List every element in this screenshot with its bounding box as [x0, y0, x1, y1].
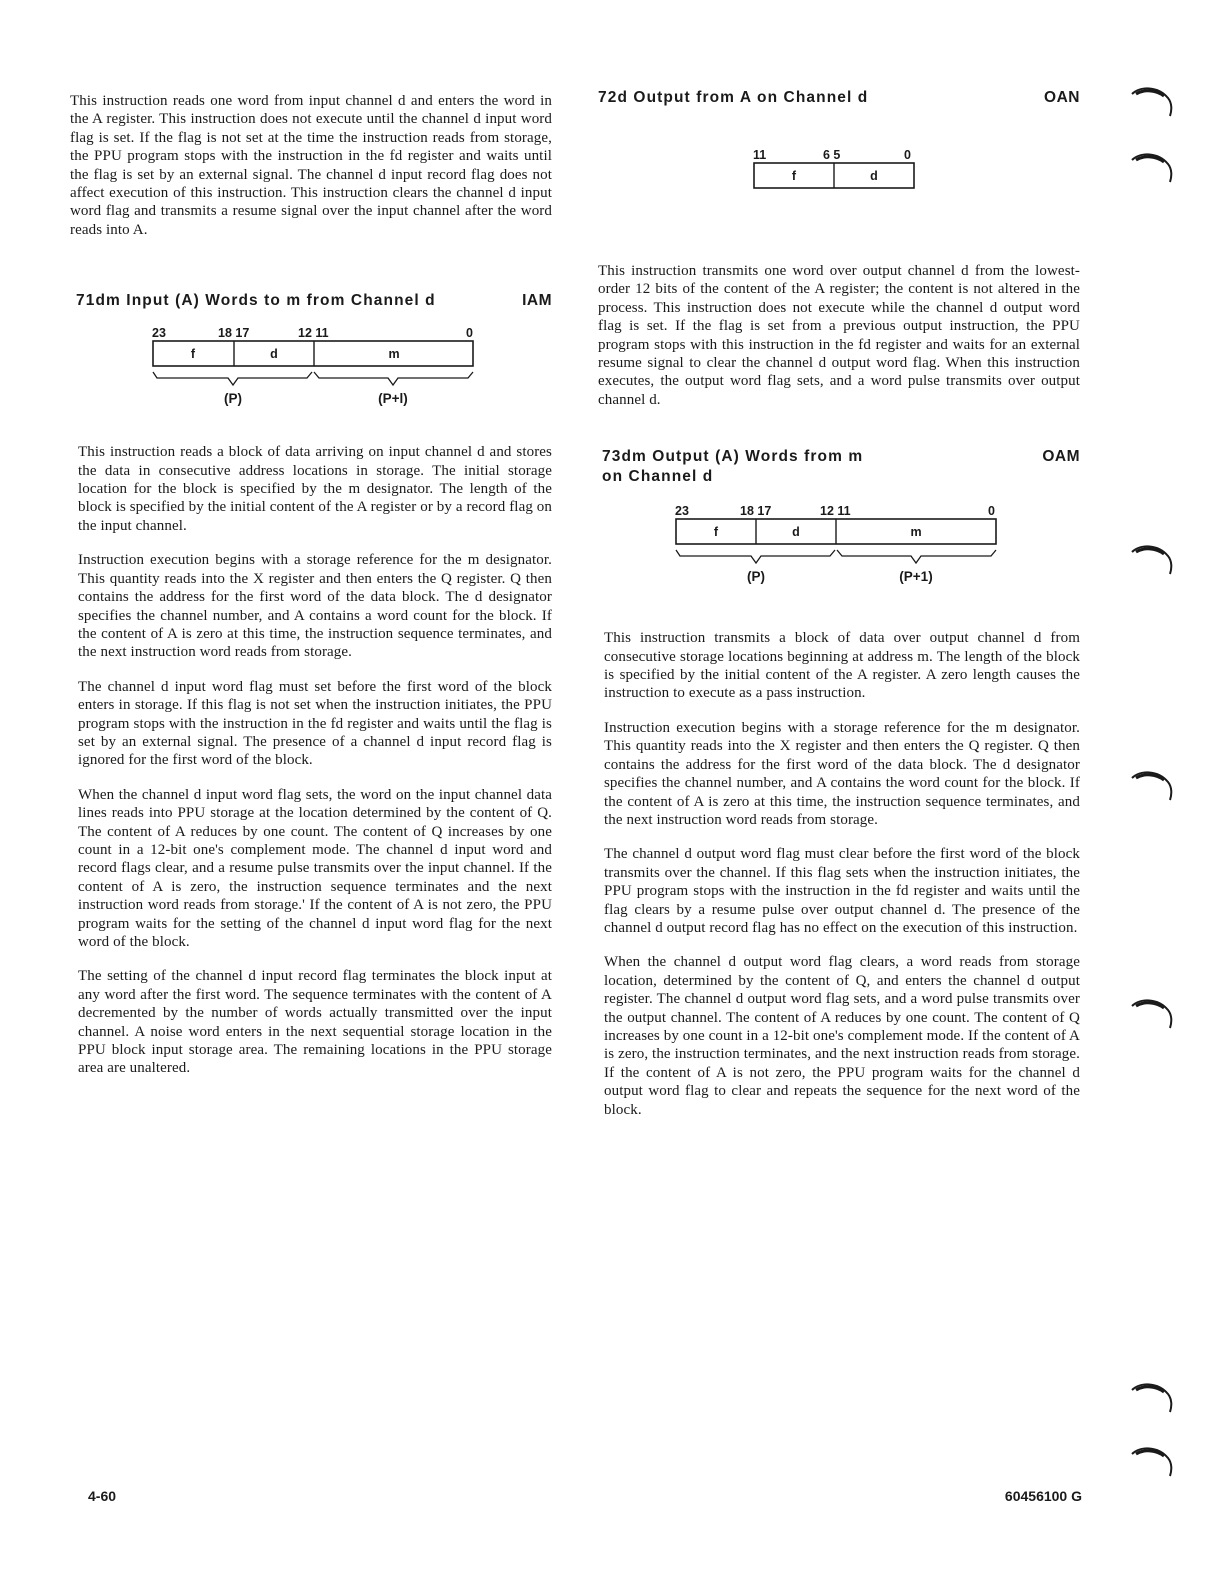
field-d: d: [870, 169, 878, 183]
binder-mark: [1128, 148, 1176, 188]
group-label-p: (P): [224, 391, 242, 407]
section-71-body: [70, 443, 552, 1078]
field-f: f: [713, 525, 719, 540]
bit-label: 11: [753, 148, 767, 162]
brace-p: [676, 550, 835, 563]
section-72-heading: [598, 88, 1080, 108]
section-73-title: [602, 447, 863, 487]
field-f: f: [190, 347, 196, 362]
paragraph: The setting of the channel d input record flag terminates the block input at any word after the first word. The sequence terminates with the content of A decremented by the number of words actually transmitted over the input channel. A noise word enters in the next sequential storage location in the PPU block input storage area. The remaining locations in the PPU storage area are unaltered.: [78, 968, 552, 1077]
brace-p-plus-1: [837, 550, 996, 563]
document-number: 60456100 G: [1004, 1488, 1082, 1504]
paragraph: Instruction execution begins with a storage reference for the m designator. This quantity reads into the X register and then enters the Q register. Q then contains the address for the first word of the data block. The d designator specifies the channel number, and A contains the word count for the block. If the content of A is zero at this time, the instruction sequence terminates, and the next instruction word reads from storage.: [604, 719, 1080, 828]
paragraph: Instruction execution begins with a storage reference for the m designator. This quantity reads into the X register and then enters the Q register. Q then contains the address for the first word of the data block. The d designator specifies the channel number, and A contains a word count for the block. If the content of A is zero at this time, the instruction sequence terminates, and the next instruction word reads from storage.: [78, 552, 552, 661]
section-73-title-line: 73dm Output (A) Words from m: [602, 448, 864, 466]
section-73-heading: [598, 447, 1080, 487]
format-diagram-71: [70, 323, 552, 423]
binder-mark: [1128, 1378, 1176, 1418]
paragraph: This instruction reads a block of data arriving on input channel d and stores the data in consecutive address locations in storage. The initial storage location for the block is specified by the m designator. The length of the block is specified by the initial content of the A register or by a record flag on the input channel.: [78, 444, 552, 534]
intro-paragraph: This instruction reads one word from input channel d and enters the word in the A register. This instruction does not execute until the channel d input word flag is set. If the flag is not set at the time the instruction reads from storage, the PPU program stops with the instruction in the fd register and waits until the flag is set by an external signal. The channel d input record flag does not affect execution of this instruction. This instruction clears the channel d input word flag and transmits a resume signal over the input channel after the word reads into A.: [70, 93, 552, 238]
bit-label: 0: [988, 504, 995, 519]
paragraph: The channel d input word flag must set before the first word of the block enters in storage. If this flag is not set when the instruction initiates, the PPU program stops with the instruction in the fd register and waits until the flag is set by an external signal. The presence of a channel d input record flag is ignored for the first word of the block.: [78, 678, 552, 769]
field-d: d: [270, 347, 278, 362]
paragraph: When the channel d input word flag sets, the word on the input channel data lines reads into PPU storage at the location determined by the content of Q. The content of A reduces by one count. The content of Q increases by one count in a 12-bit one's complement mode. The channel d input word and record flags clear, and a resume pulse transmits over the input channel. If the content of A is zero, the instruction sequence terminates and the next instruction word reads from storage.' If the content of A is not zero, the PPU program waits for the setting of the channel d input word flag for the next word of the block.: [78, 786, 552, 950]
bit-label: 23: [152, 326, 166, 341]
bit-label: 12 11: [820, 504, 851, 519]
section-71-heading: [70, 291, 552, 311]
field-m: m: [388, 347, 400, 362]
bit-label: 18 17: [218, 326, 250, 341]
section-72-mnemonic: OAN: [1044, 89, 1080, 106]
binder-mark: [1128, 82, 1176, 122]
binder-mark: [1128, 994, 1176, 1034]
paragraph: When the channel d output word flag clears, a word reads from storage location, determined by the content of Q, and enters the channel d output register. The channel d output word flag sets, and a word pulse transmits over the output channel. The content of A reduces by one count. The content of Q increases by one count in a 12-bit one's complement mode. If the content of A is zero, the instruction terminates, and the next instruction reads from storage. If the content of A is not zero, the PPU program waits for the channel d output word flag to clear and repeats the sequence for the next word of the block.: [604, 954, 1080, 1118]
group-label-p-plus-1: (P+l): [378, 391, 408, 407]
brace-p-plus-1: [314, 372, 473, 385]
field-d: d: [792, 525, 800, 540]
bit-label: 23: [675, 504, 689, 519]
binder-mark: [1128, 540, 1176, 580]
format-diagram-73: [598, 501, 1080, 601]
binder-mark: [1128, 766, 1176, 806]
field-m: m: [910, 525, 922, 540]
binder-mark: [1128, 1442, 1176, 1482]
section-72-title: 72d Output from A on Channel d: [598, 89, 869, 106]
paragraph: This instruction transmits one word over output channel d from the lowest-order 12 bits of the content of the A register; the content is not altered in the process. This instruction does not execute while the channel d output word flag is set. If the flag is set from a previous output instruction, the PPU program stops with this instruction in the fd register and waits for an external resume signal to clear the channel d output word flag. When this instruction executes, the output word flag sets, and a word pulse transmits over output channel d.: [598, 263, 1080, 408]
section-71-title: 71dm Input (A) Words to m from Channel d: [76, 292, 436, 310]
bit-label: 18 17: [740, 504, 772, 519]
format-box: [153, 341, 473, 366]
group-label-p: (P): [747, 569, 765, 585]
left-column: [70, 92, 552, 1078]
field-f: f: [791, 169, 797, 183]
paragraph: This instruction transmits a block of data over output channel d from consecutive storage locations beginning at address m. The length of the block is specified by the initial content of the A register. A zero length causes the instruction to execute as a pass instruction.: [604, 630, 1080, 702]
section-71-mnemonic: IAM: [522, 292, 552, 310]
bit-label: 0: [466, 326, 473, 341]
format-diagram-72: [598, 146, 1080, 206]
right-column: [598, 88, 1080, 1119]
section-73-mnemonic: OAM: [1042, 448, 1080, 466]
page-number: 4-60: [88, 1488, 117, 1504]
bit-label: 0: [904, 148, 911, 162]
paragraph: The channel d output word flag must clear before the first word of the block transmits over the channel. If this flag sets when the instruction initiates, the PPU program stops with the instruction in the fd register and waits until the flag clears by a resume pulse over output channel d. The presence of the channel d output record flag has no effect on the execution of this instruction.: [604, 846, 1080, 936]
section-73-title-line: on Channel d: [602, 468, 714, 486]
bit-label: 6 5: [823, 148, 841, 162]
bit-label: 12 11: [298, 326, 329, 341]
group-label-p-plus-1: (P+1): [899, 569, 933, 585]
section-73-body: [598, 629, 1080, 1119]
brace-p: [153, 372, 312, 385]
